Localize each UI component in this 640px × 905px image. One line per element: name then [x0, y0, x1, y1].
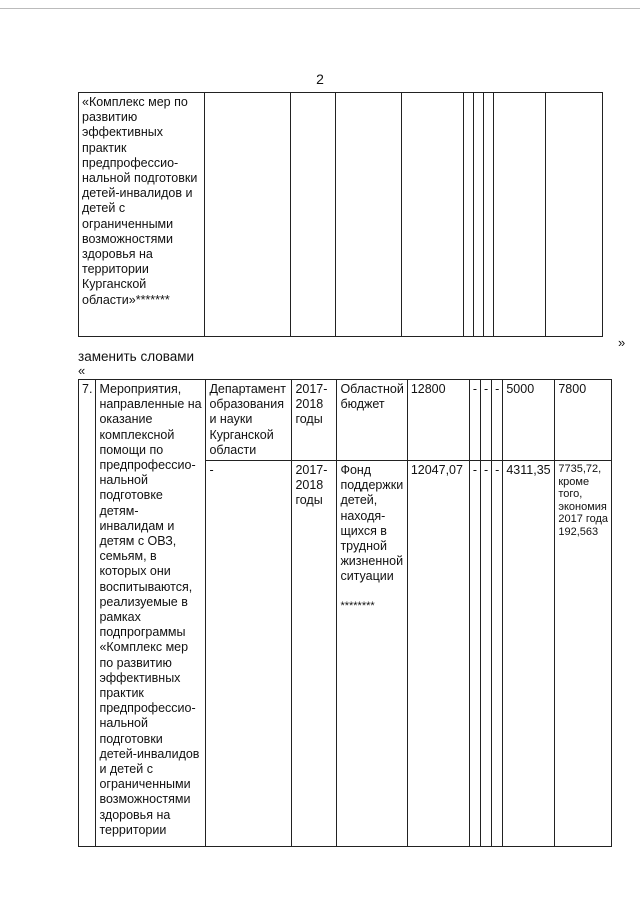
page-number: 2 [316, 71, 324, 87]
empty-cell [291, 93, 336, 337]
fragment-table [78, 92, 603, 337]
amount-2017-cell: 4311,35 [503, 461, 555, 847]
scan-edge-line [0, 8, 640, 9]
funding-source-cell: Фонд поддержки детей, находя-щихся в трудной жизненной ситуации ******** [337, 461, 407, 847]
amount-2017-cell: 5000 [503, 380, 555, 461]
replace-caption: заменить словами [78, 349, 195, 364]
dash-cell: - [481, 380, 492, 461]
executor-cell: - [206, 461, 292, 847]
open-quote: « [78, 363, 86, 378]
footnote-marker: ******** [340, 599, 375, 612]
row-number-cell: 7. [79, 380, 96, 847]
amount-2018-cell: 7800 [555, 380, 612, 461]
replacement-table [78, 379, 612, 847]
fragment-text: «Комплекс мер по развитию эффективных практик предпрофессио-нальной подготовки детей-инвалидов и детей с ограниченными возможностями здоровья на территории Курганской области»******* [82, 95, 198, 307]
empty-cell [494, 93, 546, 337]
amount-2018-cell: 7735,72, кроме того, экономия 2017 года 192,563 [555, 461, 612, 847]
dash-cell: - [469, 461, 480, 847]
empty-cell [205, 93, 291, 337]
executor-cell: Департамент образования и науки Курганской области [206, 380, 292, 461]
empty-cell [336, 93, 402, 337]
empty-cell [474, 93, 484, 337]
dash-cell: - [492, 380, 503, 461]
empty-cell [402, 93, 464, 337]
period-cell: 2017-2018 годы [292, 380, 337, 461]
close-quote: » [618, 335, 626, 350]
dash-cell: - [481, 461, 492, 847]
dash-cell: - [492, 461, 503, 847]
empty-cell [546, 93, 603, 337]
table-row [79, 380, 612, 461]
funding-source-cell: Областной бюджет [337, 380, 407, 461]
total-amount-cell: 12047,07 [407, 461, 469, 847]
empty-cell [464, 93, 474, 337]
dash-cell: - [469, 380, 480, 461]
fragment-description-cell [79, 93, 205, 337]
measure-description-cell: Мероприятия, направленные на оказание комплексной помощи по предпрофессио-нальной подготовке детям-инвалидам и детям с ОВЗ, семьям, в которых они воспитываются, реализуемые в рамках подпрограммы «Комплекс мер по развитию эффективных практик предпрофессио-нальной подготовки детей-инвалидов и детей с ограниченными возможностями здоровья на территории [96, 380, 206, 847]
total-amount-cell: 12800 [407, 380, 469, 461]
period-cell: 2017-2018 годы [292, 461, 337, 847]
empty-cell [484, 93, 494, 337]
